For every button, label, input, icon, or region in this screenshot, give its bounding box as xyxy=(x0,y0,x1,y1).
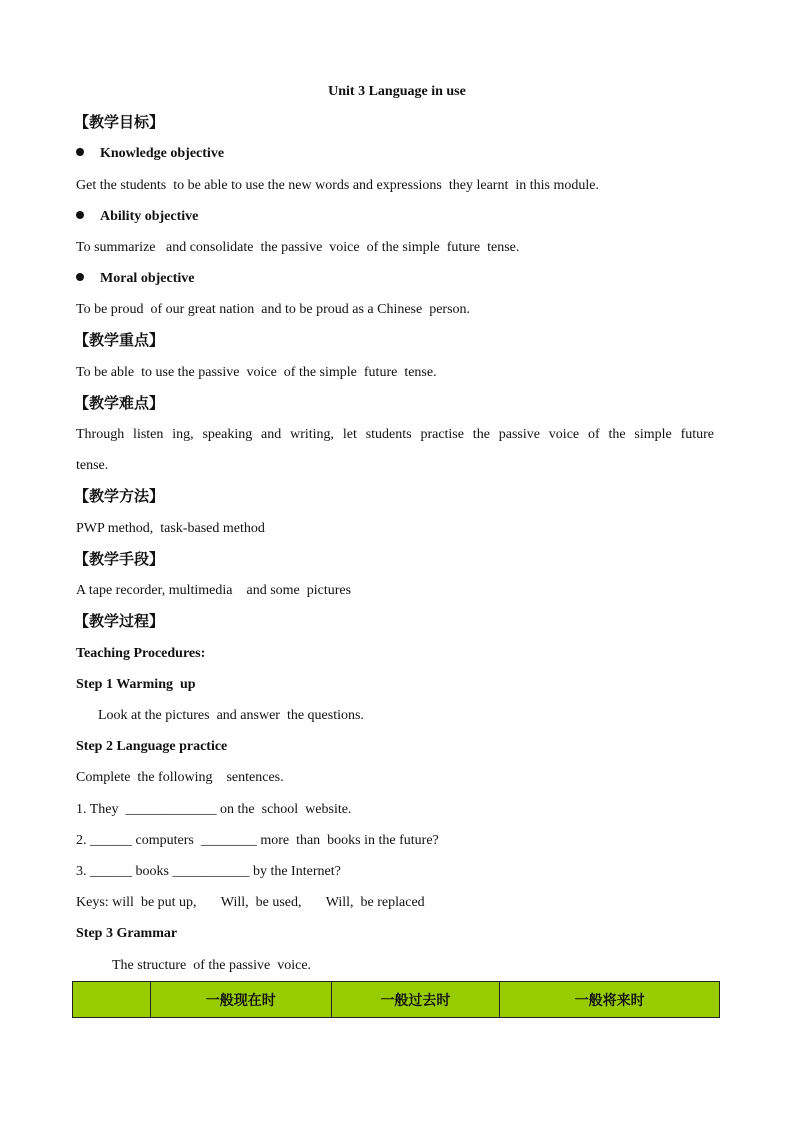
table-header-row xyxy=(73,982,720,1018)
step2-intro: Complete the following sentences. xyxy=(76,770,284,785)
ability-objective-text: To summarize and consolidate the passive voice of the simple future tense. xyxy=(76,240,520,255)
answer-keys: Keys: will be put up, Will, be used, Will, be replaced xyxy=(76,895,425,910)
methods-text: PWP method, task-based method xyxy=(76,521,265,536)
key-points-text: To be able to use the passive voice of the simple future tense. xyxy=(76,365,437,380)
bullet-ability xyxy=(76,208,198,226)
bullet-dot-icon xyxy=(76,148,84,156)
exercise-sentence-3: 3. ______ books ___________ by the Internet? xyxy=(76,864,341,879)
ability-objective-label: Ability objective xyxy=(100,209,199,224)
passive-voice-table xyxy=(72,981,720,1018)
bullet-dot-icon xyxy=(76,273,84,281)
step2-title: Step 2 Language practice xyxy=(76,739,228,754)
bullet-knowledge xyxy=(76,145,224,163)
step1-title: Step 1 Warming up xyxy=(76,677,196,692)
moral-objective-label: Moral objective xyxy=(100,271,195,286)
section-means: 【教学手段】 xyxy=(74,552,165,568)
moral-objective-text: To be proud of our great nation and to be proud as a Chinese person. xyxy=(76,302,471,317)
difficulties-text-line2: tense. xyxy=(76,458,109,473)
table-header-cell-past: 一般过去时 xyxy=(331,982,500,1018)
section-process: 【教学过程】 xyxy=(74,614,165,630)
exercise-sentence-1: 1. They _____________ on the school website. xyxy=(76,802,352,817)
step3-text: The structure of the passive voice. xyxy=(112,958,312,973)
table-header-cell-future: 一般将来时 xyxy=(500,982,720,1018)
section-difficulties: 【教学难点】 xyxy=(74,396,165,412)
exercise-sentence-2: 2. ______ computers ________ more than books in the future? xyxy=(76,833,439,848)
section-methods: 【教学方法】 xyxy=(74,489,165,505)
bullet-moral xyxy=(76,270,194,288)
step3-title: Step 3 Grammar xyxy=(76,926,178,941)
section-key-points: 【教学重点】 xyxy=(74,333,165,349)
difficulties-text-line1: Through listen ing, speaking and writing, let students practise the passive voice of the simple future xyxy=(76,427,714,442)
bullet-dot-icon xyxy=(76,211,84,219)
means-text: A tape recorder, multimedia and some pictures xyxy=(76,583,352,598)
teaching-procedures-heading: Teaching Procedures: xyxy=(76,646,206,661)
step1-text: Look at the pictures and answer the questions. xyxy=(98,708,364,723)
document-title: Unit 3 Language in use xyxy=(328,84,466,99)
knowledge-objective-label: Knowledge objective xyxy=(100,146,225,161)
table-header-cell-present: 一般现在时 xyxy=(150,982,331,1018)
table-header-cell-empty xyxy=(73,982,151,1018)
knowledge-objective-text: Get the students to be able to use the new words and expressions they learnt in this module. xyxy=(76,178,599,193)
section-teaching-goals: 【教学目标】 xyxy=(74,115,165,131)
